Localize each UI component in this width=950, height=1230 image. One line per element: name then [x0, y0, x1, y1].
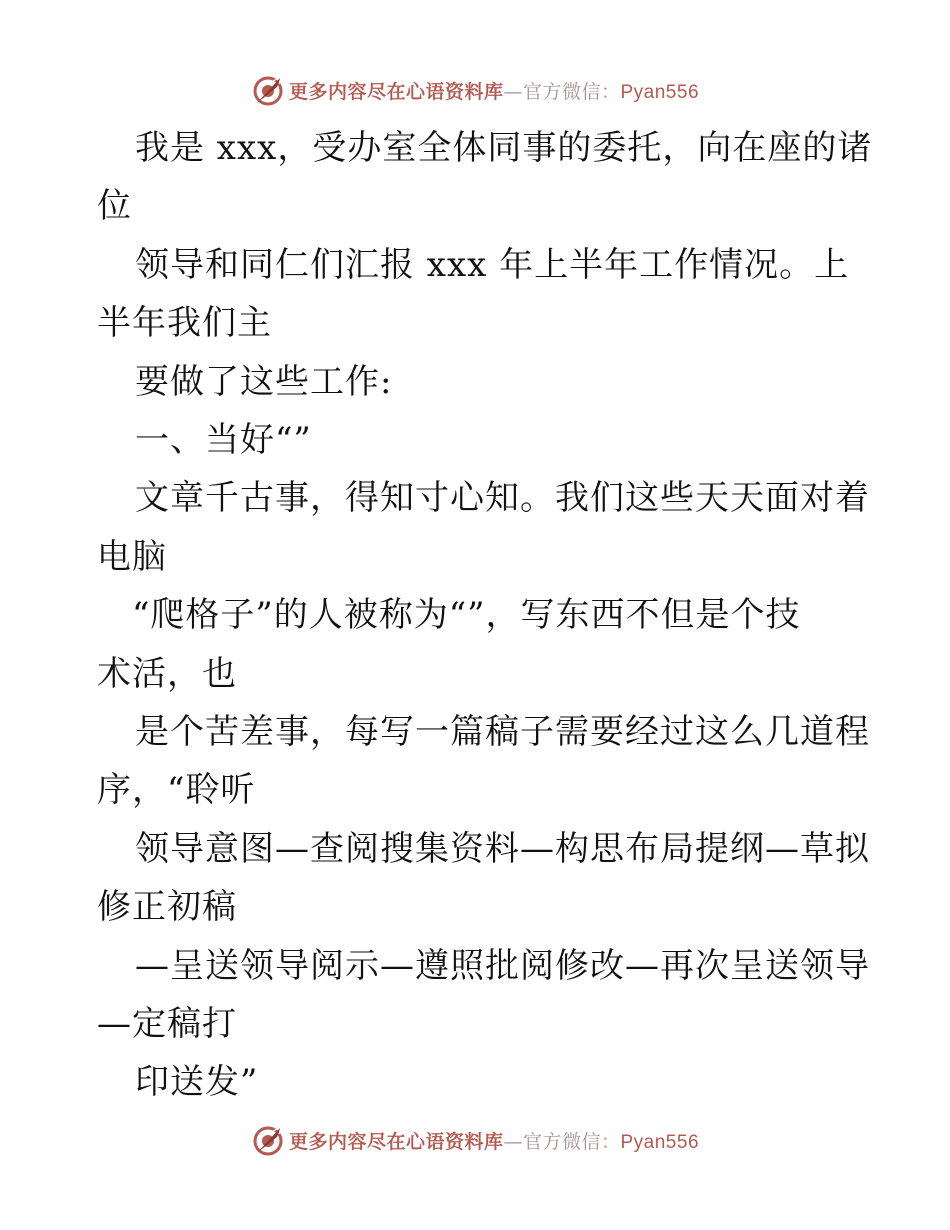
banner-account-label: 官方微信：	[522, 80, 621, 103]
body-line: 我是 xxx，受办室全体同事的委托，向在座的诸	[135, 128, 873, 168]
body-line: 修正初稿	[97, 887, 237, 927]
body-line: 位	[97, 186, 132, 226]
banner-main-text: 更多内容尽在心语资料库	[288, 80, 504, 103]
body-line: 要做了这些工作:	[135, 362, 393, 402]
body-line: 领导和同仁们汇报 xxx 年上半年工作情况。上	[135, 245, 850, 285]
body-line: 印送发”	[135, 1062, 259, 1102]
banner-separator: —	[503, 1130, 523, 1153]
body-line: 术活，也	[97, 654, 237, 694]
body-line: 一、当好“”	[135, 420, 312, 460]
header-banner	[0, 70, 950, 110]
quill-logo-icon	[251, 73, 285, 107]
body-line: 序，“聆听	[97, 770, 256, 810]
body-line: —定稿打	[97, 1004, 237, 1044]
banner-account-label: 官方微信：	[522, 1130, 621, 1153]
body-line: 是个苦差事，每写一篇稿子需要经过这么几道程	[135, 712, 870, 752]
body-line: 电脑	[97, 537, 167, 577]
body-line: “爬格子”的人被称为“”，写东西不但是个技	[132, 595, 801, 635]
banner-separator: —	[503, 80, 523, 103]
footer-banner	[0, 1120, 950, 1160]
banner-account-id: Pyan556	[620, 1131, 700, 1153]
body-line: 文章千古事，得知寸心知。我们这些天天面对着	[135, 478, 870, 518]
body-line: 领导意图—查阅搜集资料—构思布局提纲—草拟	[135, 829, 870, 869]
banner-account-id: Pyan556	[620, 81, 700, 103]
body-line: 半年我们主	[97, 303, 272, 343]
quill-logo-icon	[251, 1123, 285, 1157]
banner-main-text: 更多内容尽在心语资料库	[288, 1130, 504, 1153]
body-line: —呈送领导阅示—遵照批阅修改—再次呈送领导	[135, 946, 870, 986]
